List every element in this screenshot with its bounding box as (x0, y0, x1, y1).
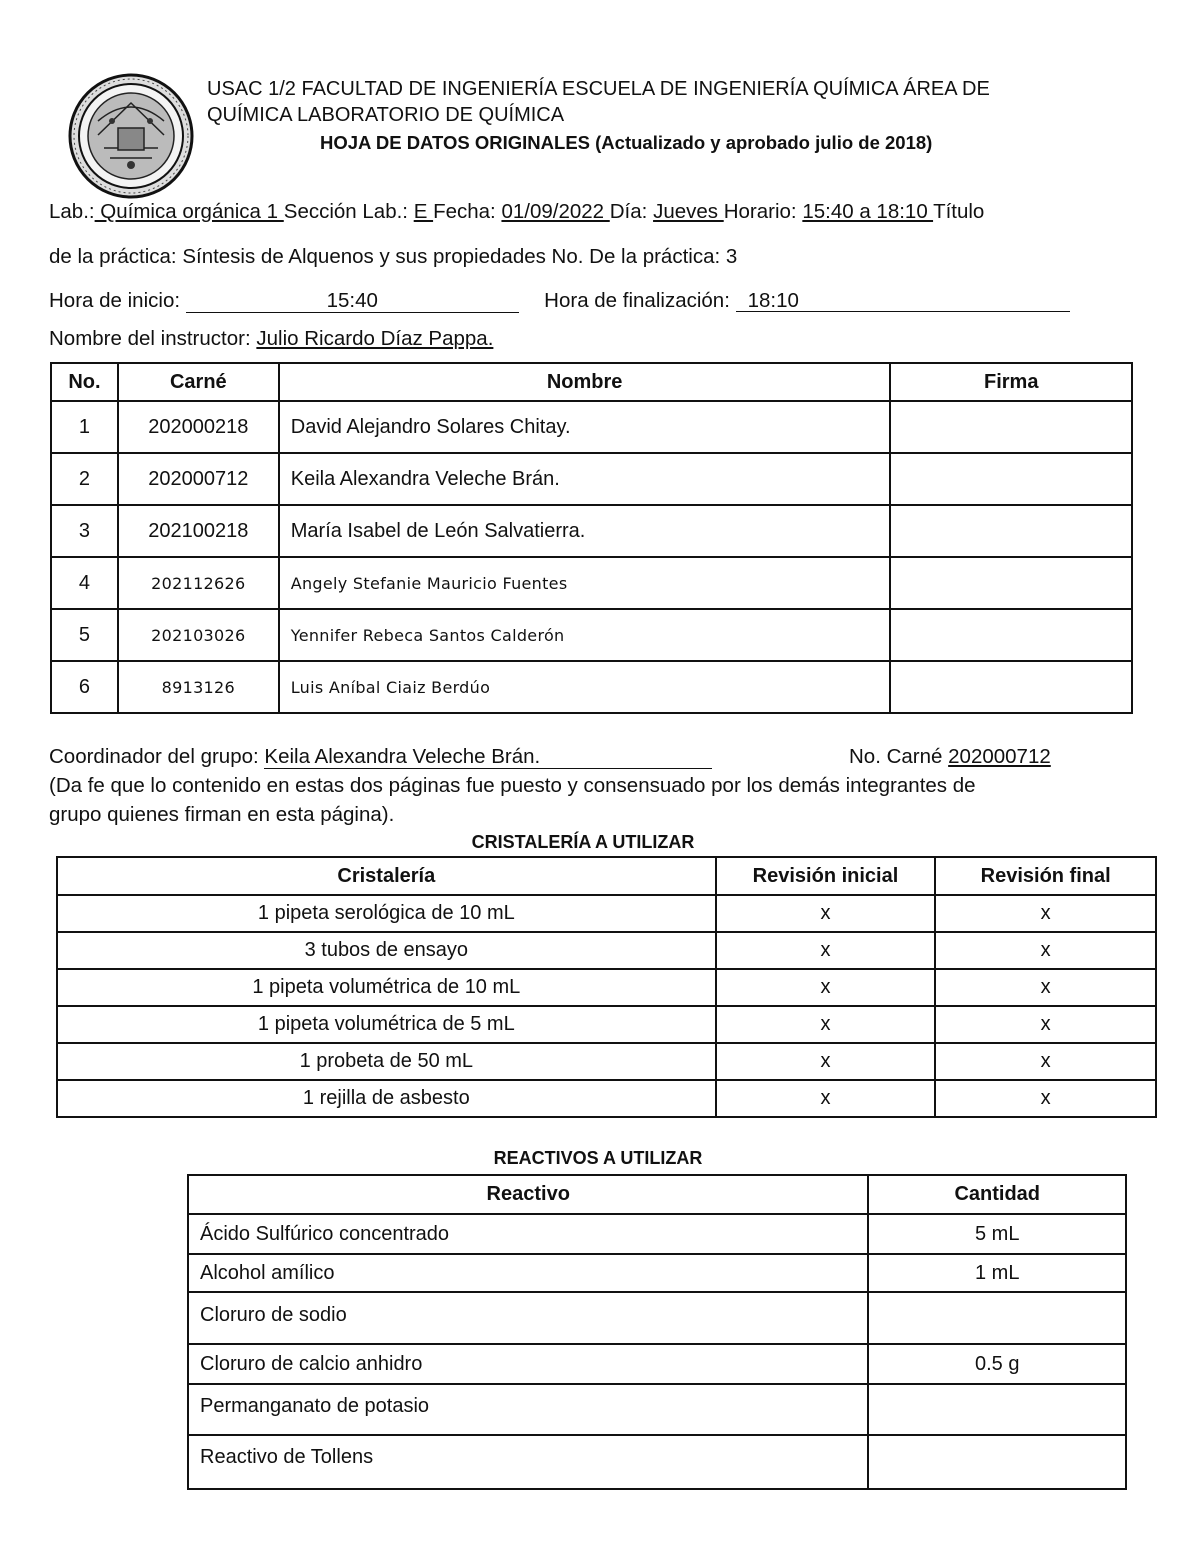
coordinator-note-1: (Da fe que lo contenido en estas dos páginas fue puesto y consensuado por los demás integrantes de (49, 774, 976, 797)
start-time-value: 15:40 (186, 290, 519, 313)
col-header-revision-inicial: Revisión inicial (716, 857, 936, 895)
reagent-name: Cloruro de sodio (188, 1292, 868, 1344)
glassware-final-check: x (935, 969, 1156, 1006)
member-signature[interactable] (890, 505, 1132, 557)
table-row (188, 1254, 1126, 1292)
reagent-quantity: 0.5 g (868, 1344, 1126, 1384)
table-row (188, 1435, 1126, 1489)
member-name: Keila Alexandra Veleche Brán. (279, 453, 891, 505)
coordinator-line (49, 745, 712, 769)
col-header-cantidad: Cantidad (868, 1175, 1126, 1214)
glassware-initial-check: x (716, 1006, 936, 1043)
glassware-final-check: x (935, 932, 1156, 969)
schedule-value: 15:40 a 18:10 (802, 200, 934, 223)
coordinator-label: Coordinador del grupo: (49, 745, 259, 768)
member-name: David Alejandro Solares Chitay. (279, 401, 891, 453)
instructor-name: Julio Ricardo Díaz Pappa. (256, 327, 494, 350)
schedule-label: Horario: (723, 200, 797, 223)
table-row (188, 1214, 1126, 1254)
header-line-2: QUÍMICA LABORATORIO DE QUÍMICA (207, 104, 565, 126)
glassware-initial-check: x (716, 969, 936, 1006)
member-carne: 202100218 (118, 505, 279, 557)
sheet-title (320, 132, 932, 154)
member-name: Luis Aníbal Ciaiz Berdúo (279, 661, 891, 713)
members-header-row (51, 363, 1132, 401)
member-signature[interactable] (890, 557, 1132, 609)
glassware-final-check: x (935, 895, 1156, 932)
glassware-header-row (57, 857, 1156, 895)
title-label-start: Título (933, 200, 985, 223)
header-line-1: USAC 1/2 FACULTAD DE INGENIERÍA ESCUELA DE INGENIERÍA QUÍMICA ÁREA DE (207, 78, 990, 100)
instructor-line (49, 327, 493, 351)
table-row (51, 661, 1132, 713)
table-row (57, 895, 1156, 932)
section-value: E (413, 200, 434, 223)
members-table (50, 362, 1133, 714)
instructor-label: Nombre del instructor: (49, 327, 251, 350)
member-no: 5 (51, 609, 118, 661)
coordinator-carne-label: No. Carné (849, 745, 943, 768)
reagents-title: REACTIVOS A UTILIZAR (493, 1148, 703, 1168)
reagents-table (187, 1174, 1127, 1490)
section-label: Sección Lab.: (283, 200, 408, 223)
glassware-final-check: x (935, 1080, 1156, 1117)
col-header-revision-final: Revisión final (935, 857, 1156, 895)
glassware-item: 1 probeta de 50 mL (57, 1043, 716, 1080)
lab-value: Química orgánica 1 (94, 200, 284, 223)
university-seal-logo (68, 73, 194, 199)
coordinator-name: Keila Alexandra Veleche Brán. (264, 746, 712, 769)
col-header-cristaleria: Cristalería (57, 857, 716, 895)
table-row (51, 557, 1132, 609)
time-line (49, 289, 1070, 313)
date-value: 01/09/2022 (501, 200, 610, 223)
glassware-item: 3 tubos de ensayo (57, 932, 716, 969)
table-row (188, 1292, 1126, 1344)
member-signature[interactable] (890, 401, 1132, 453)
member-carne: 202000218 (118, 401, 279, 453)
coordinator-carne-line (849, 745, 1051, 769)
practice-title-line: de la práctica: Síntesis de Alquenos y sus propiedades No. De la práctica: 3 (49, 245, 738, 268)
reagent-quantity: 1 mL (868, 1254, 1126, 1292)
date-label: Fecha: (433, 200, 496, 223)
member-no: 3 (51, 505, 118, 557)
table-row (57, 1080, 1156, 1117)
col-header-carne: Carné (118, 363, 279, 401)
glassware-item: 1 rejilla de asbesto (57, 1080, 716, 1117)
lab-info-line (49, 200, 984, 224)
glassware-initial-check: x (716, 895, 936, 932)
day-value: Jueves (653, 200, 724, 223)
glassware-item: 1 pipeta serológica de 10 mL (57, 895, 716, 932)
table-row (51, 401, 1132, 453)
col-header-no: No. (51, 363, 118, 401)
table-row (51, 609, 1132, 661)
member-carne: 202000712 (118, 453, 279, 505)
col-header-nombre: Nombre (279, 363, 891, 401)
member-no: 4 (51, 557, 118, 609)
table-row (51, 505, 1132, 557)
reagent-quantity (868, 1292, 1126, 1344)
member-name: Angely Stefanie Mauricio Fuentes (279, 557, 891, 609)
member-no: 2 (51, 453, 118, 505)
col-header-firma: Firma (890, 363, 1132, 401)
glassware-title: CRISTALERÍA A UTILIZAR (471, 832, 695, 852)
reagent-quantity (868, 1384, 1126, 1435)
member-signature[interactable] (890, 609, 1132, 661)
member-signature[interactable] (890, 661, 1132, 713)
member-carne: 202103026 (118, 609, 279, 661)
day-label: Día: (609, 200, 648, 223)
coordinator-note-2: grupo quienes firman en esta página). (49, 803, 395, 826)
glassware-initial-check: x (716, 1080, 936, 1117)
member-no: 6 (51, 661, 118, 713)
reagent-name: Reactivo de Tollens (188, 1435, 868, 1489)
glassware-final-check: x (935, 1006, 1156, 1043)
member-carne: 202112626 (118, 557, 279, 609)
member-no: 1 (51, 401, 118, 453)
table-row (57, 969, 1156, 1006)
col-header-reactivo: Reactivo (188, 1175, 868, 1214)
table-row (57, 1043, 1156, 1080)
table-row (51, 453, 1132, 505)
glassware-initial-check: x (716, 932, 936, 969)
reagent-name: Permanganato de potasio (188, 1384, 868, 1435)
reagents-header-row (188, 1175, 1126, 1214)
table-row (57, 932, 1156, 969)
end-time-label: Hora de finalización: (544, 289, 730, 312)
table-row (188, 1344, 1126, 1384)
reagent-quantity (868, 1435, 1126, 1489)
table-row (57, 1006, 1156, 1043)
coordinator-carne-value: 202000712 (948, 745, 1051, 768)
member-name: María Isabel de León Salvatierra. (279, 505, 891, 557)
lab-label: Lab.: (49, 200, 95, 223)
reagent-name: Alcohol amílico (188, 1254, 868, 1292)
member-carne: 8913126 (118, 661, 279, 713)
reagent-name: Cloruro de calcio anhidro (188, 1344, 868, 1384)
glassware-item: 1 pipeta volumétrica de 5 mL (57, 1006, 716, 1043)
glassware-item: 1 pipeta volumétrica de 10 mL (57, 969, 716, 1006)
glassware-final-check: x (935, 1043, 1156, 1080)
sheet-title-paren: (Actualizado y aprobado julio de 2018) (595, 132, 933, 153)
table-row (188, 1384, 1126, 1435)
reagent-quantity: 5 mL (868, 1214, 1126, 1254)
reagent-name: Ácido Sulfúrico concentrado (188, 1214, 868, 1254)
member-signature[interactable] (890, 453, 1132, 505)
sheet-title-main: HOJA DE DATOS ORIGINALES (320, 132, 590, 153)
glassware-table (56, 856, 1157, 1118)
member-name: Yennifer Rebeca Santos Calderón (279, 609, 891, 661)
glassware-initial-check: x (716, 1043, 936, 1080)
start-time-label: Hora de inicio: (49, 289, 181, 312)
end-time-value: 18:10 (736, 290, 1070, 312)
